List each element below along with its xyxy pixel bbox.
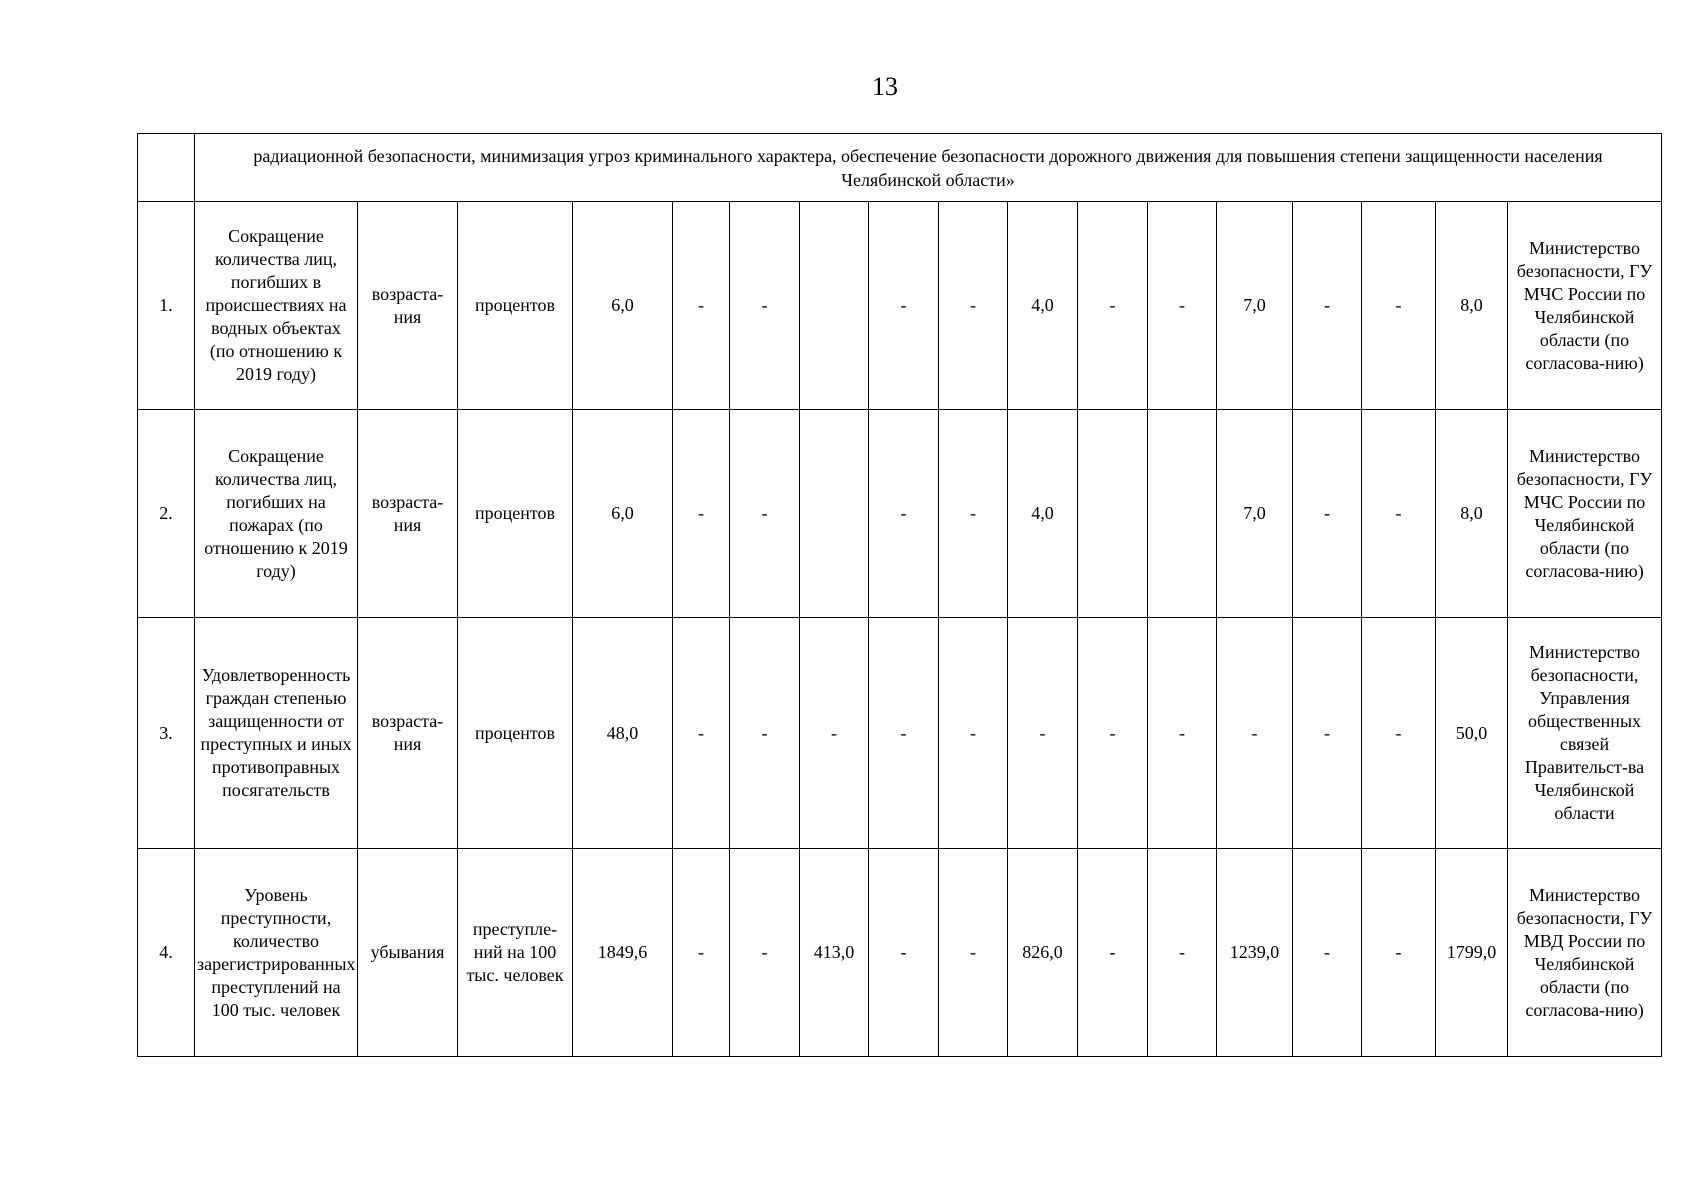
period-value-cell: - — [1362, 202, 1436, 410]
period-value-cell: - — [800, 618, 869, 849]
period-value-cell: - — [1078, 618, 1148, 849]
row-number: 2. — [138, 410, 195, 618]
header-empty-cell — [138, 134, 195, 202]
indicator-name: Сокращение количества лиц, погибших в происшествиях на водных объектах (по отношению к 2019 году) — [195, 202, 358, 410]
direction-cell: возраста-ния — [358, 202, 458, 410]
period-value-cell: - — [939, 618, 1008, 849]
responsible-cell: Министерство безопасности, Управления общественных связей Правительст-ва Челябинской области — [1508, 618, 1662, 849]
period-value-cell: - — [1293, 202, 1362, 410]
period-value-cell: - — [1362, 618, 1436, 849]
period-value-cell: - — [1362, 849, 1436, 1057]
table-header-text: радиационной безопасности, минимизация угроз криминального характера, обеспечение безопасности дорожного движения для повышения степени защищенности населения Челябинской области» — [195, 134, 1662, 202]
period-value-cell: 1239,0 — [1217, 849, 1293, 1057]
period-value-cell — [1078, 410, 1148, 618]
period-value-cell: - — [673, 618, 730, 849]
responsible-cell: Министерство безопасности, ГУ МЧС России по Челябинской области (по согласова-нию) — [1508, 202, 1662, 410]
indicator-name: Удовлетворенность граждан степенью защищенности от преступных и иных противоправных посягательств — [195, 618, 358, 849]
row-number: 3. — [138, 618, 195, 849]
table-row — [138, 410, 1662, 618]
unit-cell: процентов — [458, 202, 573, 410]
period-value-cell: - — [1008, 618, 1078, 849]
period-value-cell: - — [1148, 202, 1217, 410]
indicator-name: Уровень преступности, количество зарегистрированных преступлений на 100 тыс. человек — [195, 849, 358, 1057]
period-value-cell: - — [939, 202, 1008, 410]
period-value-cell: - — [869, 618, 939, 849]
base-value-cell: 1849,6 — [573, 849, 673, 1057]
table-row — [138, 618, 1662, 849]
row-number: 4. — [138, 849, 195, 1057]
period-value-cell — [800, 202, 869, 410]
responsible-cell: Министерство безопасности, ГУ МВД России по Челябинской области (по согласова-нию) — [1508, 849, 1662, 1057]
period-value-cell: 8,0 — [1436, 410, 1508, 618]
period-value-cell: - — [673, 849, 730, 1057]
period-value-cell: - — [869, 849, 939, 1057]
period-value-cell: - — [869, 410, 939, 618]
period-value-cell: - — [673, 410, 730, 618]
period-value-cell: 8,0 — [1436, 202, 1508, 410]
period-value-cell: - — [1293, 410, 1362, 618]
unit-cell: преступле-ний на 100 тыс. человек — [458, 849, 573, 1057]
base-value-cell: 6,0 — [573, 202, 673, 410]
period-value-cell: 1799,0 — [1436, 849, 1508, 1057]
table-row — [138, 202, 1662, 410]
period-value-cell: - — [730, 618, 800, 849]
period-value-cell: - — [730, 202, 800, 410]
table-row — [138, 849, 1662, 1057]
period-value-cell: - — [939, 410, 1008, 618]
period-value-cell: 50,0 — [1436, 618, 1508, 849]
period-value-cell: - — [1148, 618, 1217, 849]
row-number: 1. — [138, 202, 195, 410]
period-value-cell: - — [869, 202, 939, 410]
period-value-cell: - — [1217, 618, 1293, 849]
direction-cell: возраста-ния — [358, 618, 458, 849]
period-value-cell: - — [730, 410, 800, 618]
period-value-cell: - — [730, 849, 800, 1057]
period-value-cell: - — [939, 849, 1008, 1057]
base-value-cell: 48,0 — [573, 618, 673, 849]
period-value-cell: - — [1148, 849, 1217, 1057]
period-value-cell: 7,0 — [1217, 202, 1293, 410]
period-value-cell: - — [1362, 410, 1436, 618]
indicators-table — [137, 133, 1662, 1057]
responsible-cell: Министерство безопасности, ГУ МЧС России по Челябинской области (по согласова-нию) — [1508, 410, 1662, 618]
period-value-cell — [800, 410, 869, 618]
period-value-cell: - — [1078, 202, 1148, 410]
period-value-cell: 413,0 — [800, 849, 869, 1057]
unit-cell: процентов — [458, 618, 573, 849]
period-value-cell: 4,0 — [1008, 202, 1078, 410]
period-value-cell: 7,0 — [1217, 410, 1293, 618]
period-value-cell: - — [673, 202, 730, 410]
period-value-cell: 826,0 — [1008, 849, 1078, 1057]
period-value-cell: - — [1078, 849, 1148, 1057]
period-value-cell: - — [1293, 618, 1362, 849]
indicator-name: Сокращение количества лиц, погибших на пожарах (по отношению к 2019 году) — [195, 410, 358, 618]
period-value-cell: - — [1293, 849, 1362, 1057]
direction-cell: убывания — [358, 849, 458, 1057]
period-value-cell: 4,0 — [1008, 410, 1078, 618]
unit-cell: процентов — [458, 410, 573, 618]
page-number: 13 — [872, 72, 898, 101]
base-value-cell: 6,0 — [573, 410, 673, 618]
period-value-cell — [1148, 410, 1217, 618]
direction-cell: возраста-ния — [358, 410, 458, 618]
